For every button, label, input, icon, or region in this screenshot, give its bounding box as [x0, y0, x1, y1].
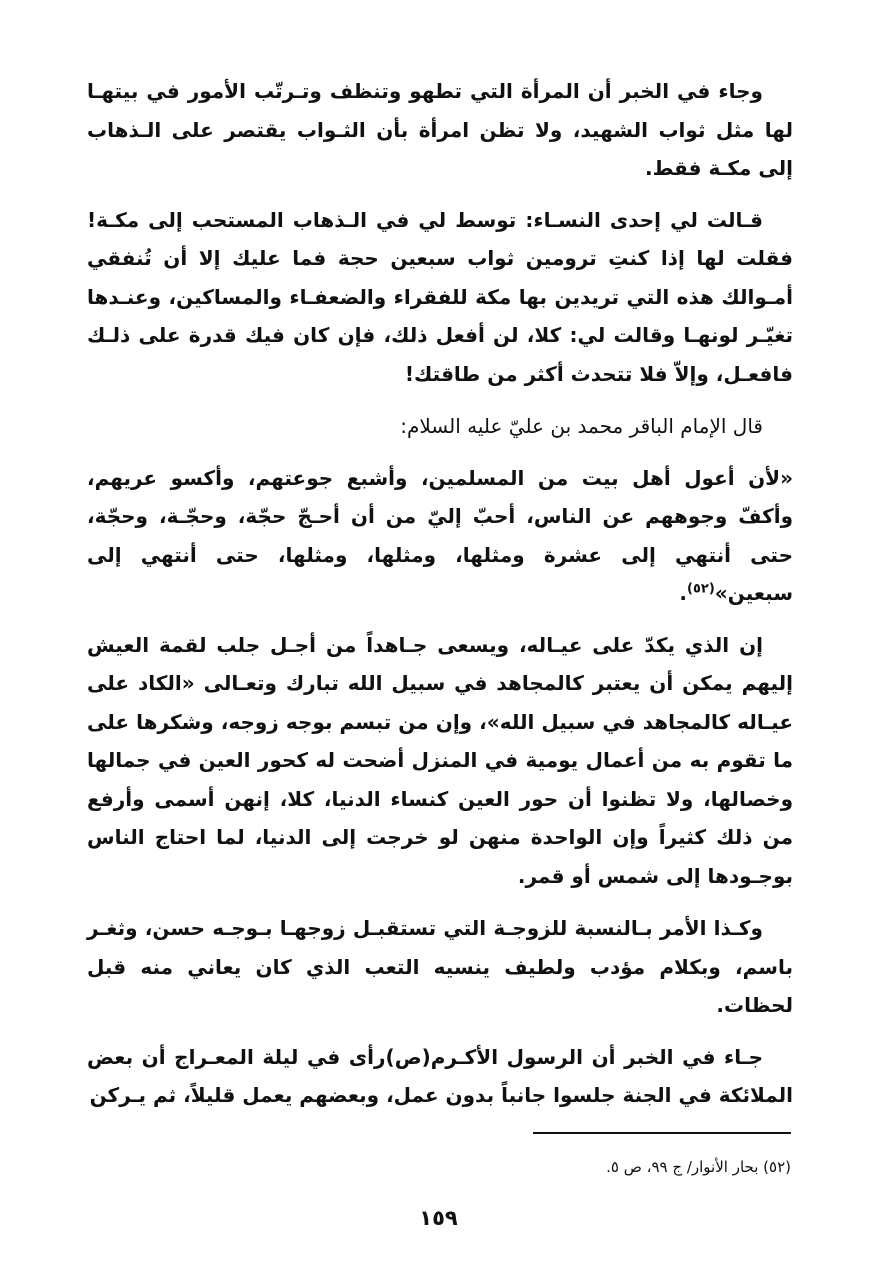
paragraph-1: وجاء في الخبر أن المرأة التي تطهو وتنظف وتـرتّب الأمور في بيتهـا لها مثل ثواب الشهيد، ولا تظن امرأة بأن الثـواب يقتصر على الـذهاب إلى مكـة فقط.	[87, 79, 793, 180]
page-body	[87, 72, 793, 1115]
paragraph-6: جـاء في الخبر أن الرسول الأكـرم(ص)رأى في ليلة المعـراج أن بعض الملائكة في الجنة جلسوا جانباً بدون عمل، وبعضهم يعمل قليلاً، ثم يـركن	[87, 1044, 793, 1107]
hadith-quote-end: .	[679, 581, 688, 605]
paragraph-3: قال الإمام الباقر محمد بن عليّ عليه السلام:	[400, 414, 763, 438]
paragraph-5: وكـذا الأمر بـالنسبة للزوجـة التي تستقبـل زوجهـا بـوجـه حسن، وثغـر باسم، وبكلام مؤدب ولطيف ينسيه التعب الذي كان يعاني منه قبل لحظات.	[87, 916, 793, 1017]
paragraph-2: قـالت لي إحدى النسـاء: توسط لي في الـذهاب المستحب إلى مكـة! فقلت لها إذا كنتِ ترومين ثواب سبعين حجة فما عليك إلا أن تُنفقي أمـوالك هذه التي تريدين بها مكة للفقراء والضعفـاء والمساكين، وعنـدها تغيّـر لونهـا وقالت لي: كلا، لن أفعل ذلك، فإن كان فيك قدرة على ذلـك فافعـل، وإلاّ فلا تتحدث أكثر من طاقتك!	[87, 207, 793, 386]
footnote-reference: (٥٢)	[687, 581, 715, 597]
page-number: ١٥٩	[419, 1206, 458, 1230]
hadith-quote	[87, 459, 793, 613]
footnote: (٥٢) بحار الأنوار/ ج ٩٩، ص ٥.	[606, 1158, 791, 1176]
footnote-divider	[533, 1132, 791, 1134]
paragraph-4: إن الذي يكدّ على عيـاله، ويسعى جـاهداً من أجـل جلب لقمة العيش إليهم يمكن أن يعتبر كالمجاهد في سبيل الله تبارك وتعـالى «الكاد على عيـاله كالمجاهد في سبيل الله»، وإن من تبسم بوجه زوجه، وشكرها على ما تقوم به من أعمال يومية في المنزل أضحت له كحور العين في جمالها وخصالها، ولا تظنوا أن حور العين كنساء الدنيا، كلا، إنهن أسمى وأرفع من ذلك كثيراً وإن الواحدة منهن لو خرجت إلى الدنيا، لما احتاج الناس بوجـودها إلى شمس أو قمر.	[87, 632, 793, 888]
hadith-quote-text: «لأن أعول أهل بيت من المسلمين، وأشبع جوعتهم، وأكسو عريهم، وأكفّ وجوههم عن الناس، أحبّ إليّ من أن أحـجّ حجّة، وحجّـة، وحجّة، حتى أنتهي إلى عشرة ومثلها، ومثلها، ومثلها، حتى أنتهي إلى سبعين»	[87, 465, 793, 605]
